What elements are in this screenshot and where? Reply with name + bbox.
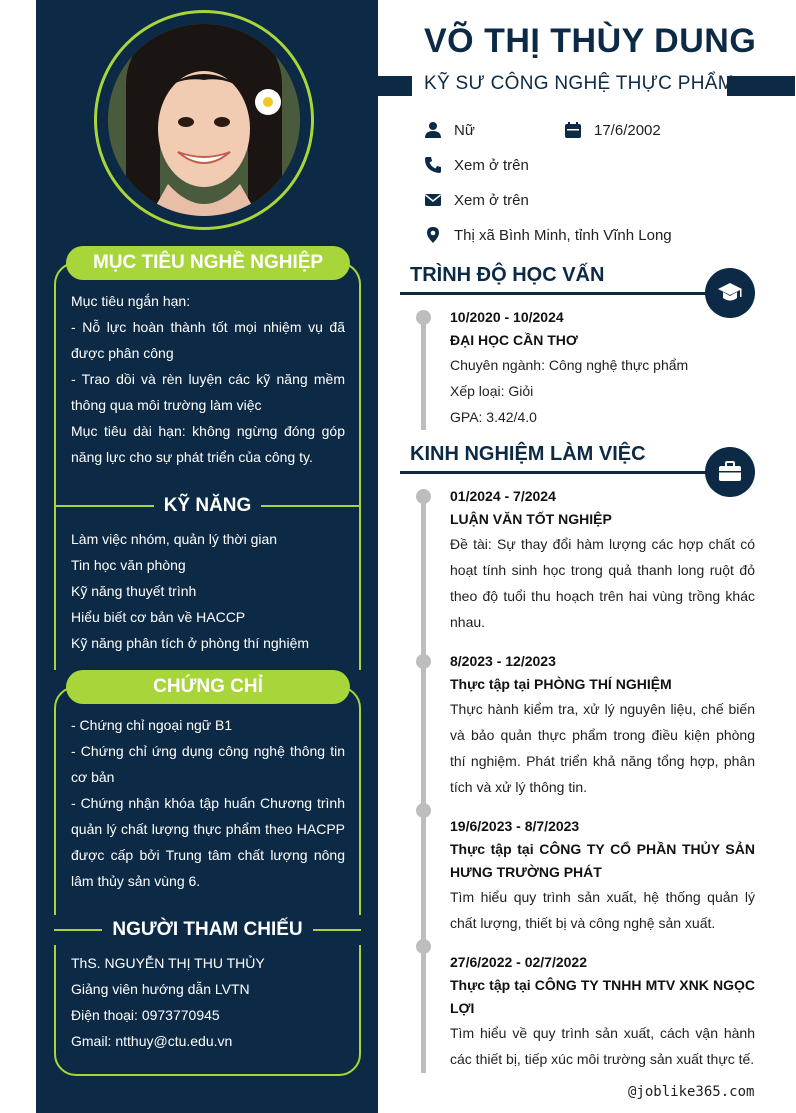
career-goal-title: MỤC TIÊU NGHỀ NGHIỆP (66, 246, 350, 280)
timeline-dot (416, 939, 431, 954)
avatar (108, 24, 300, 216)
candidate-name: VÕ THỊ THÙY DUNG (424, 22, 757, 60)
career-goal-line: - Nỗ lực hoàn thành tốt mọi nhiệm vụ đã được phân công (71, 319, 345, 361)
birthday-value: 17/6/2002 (594, 121, 661, 139)
birthday-row (564, 121, 661, 139)
skills-heading (54, 491, 361, 521)
experience-heading (400, 443, 735, 466)
skills-border-left (54, 506, 56, 670)
experience-timeline (421, 495, 426, 1073)
divider-line (54, 505, 154, 507)
skills-list (71, 526, 345, 656)
career-goal-line: - Trao dồi và rèn luyện các kỹ năng mềm thông qua môi trường làm việc (71, 371, 345, 413)
divider-line (54, 929, 102, 931)
divider-line (261, 505, 361, 507)
entry-date: 27/6/2022 - 02/7/2022 (450, 954, 588, 970)
reference-item: Gmail: ntthuy@ctu.edu.vn (71, 1033, 233, 1049)
references-heading (54, 915, 361, 945)
email-value: Xem ở trên (454, 191, 529, 209)
career-goal-line: Mục tiêu dài hạn: không ngừng đóng góp năng lực cho sự phát triển của công ty. (71, 423, 345, 465)
education-underline (400, 292, 720, 295)
timeline-dot (416, 803, 431, 818)
experience-title: KINH NGHIỆM LÀM VIỆC (410, 443, 646, 465)
skill-item: Hiểu biết cơ bản về HACCP (71, 609, 246, 625)
envelope-icon (424, 191, 442, 209)
job-title: KỸ SƯ CÔNG NGHỆ THỰC PHẨM (424, 73, 734, 94)
experience-entry (450, 650, 755, 800)
education-timeline (421, 316, 426, 430)
career-goal-line: Mục tiêu ngắn hạn: (71, 293, 191, 309)
references-list (71, 950, 345, 1054)
references-title: NGƯỜI THAM CHIẾU (112, 919, 303, 940)
entry-org: Thực tập tại CÔNG TY TNHH MTV XNK NGỌC LỢI (450, 977, 755, 1016)
entry-date: 8/2023 - 12/2023 (450, 653, 556, 669)
experience-entry (450, 815, 755, 936)
certificate-item: - Chứng nhận khóa tập huấn Chương trình quản lý chất lượng thực phẩm theo HACPP được cấp bởi Trung tâm chất lượng nông lâm thủy sản vùng 6. (71, 795, 345, 889)
calendar-icon (564, 121, 582, 139)
gender-value: Nữ (454, 121, 475, 139)
education-title: TRÌNH ĐỘ HỌC VẤN (410, 264, 605, 286)
entry-org: LUẬN VĂN TỐT NGHIỆP (450, 511, 612, 527)
skills-border-right (359, 506, 361, 670)
entry-org: ĐẠI HỌC CẦN THƠ (450, 332, 578, 348)
skill-item: Tin học văn phòng (71, 557, 186, 573)
career-goal-text (71, 288, 345, 470)
entry-desc: Đề tài: Sự thay đổi hàm lượng các hợp chất có hoạt tính sinh học trong quả thanh long ruột đỏ theo độ tuổi thu hoạch trên hai vùng trồng khác nhau. (450, 536, 755, 630)
skill-item: Kỹ năng phân tích ở phòng thí nghiệm (71, 635, 310, 651)
divider-line (313, 929, 361, 931)
reference-item: ThS. NGUYỄN THỊ THU THỦY (71, 955, 265, 971)
certificate-item: - Chứng chỉ ứng dụng công nghệ thông tin cơ bản (71, 743, 345, 785)
entry-desc: Thực hành kiểm tra, xử lý nguyên liệu, chế biến và bảo quản thực phẩm trong điều kiện phòng thí nghiệm. Phát triển khả năng tổng hợp, phân tích và xử lý thông tin. (450, 701, 755, 795)
certificate-item: - Chứng chỉ ngoại ngữ B1 (71, 717, 233, 733)
entry-date: 01/2024 - 7/2024 (450, 488, 556, 504)
entry-desc: Tìm hiểu về quy trình sản xuất, cách vận hành các thiết bị, tiếp xúc môi trường sản xuất thực tế. (450, 1025, 755, 1067)
email-row (424, 191, 529, 209)
entry-line: GPA: 3.42/4.0 (450, 409, 537, 425)
skill-item: Làm việc nhóm, quản lý thời gian (71, 531, 278, 547)
title-bar-right (727, 76, 795, 96)
certificates-list (71, 712, 345, 894)
title-bar-left (378, 76, 412, 96)
entry-date: 10/2020 - 10/2024 (450, 309, 564, 325)
timeline-dot (416, 310, 431, 325)
experience-underline (400, 471, 720, 474)
skill-item: Kỹ năng thuyết trình (71, 583, 197, 599)
gender-row (424, 121, 475, 139)
entry-line: Chuyên ngành: Công nghệ thực phẩm (450, 357, 689, 373)
timeline-dot (416, 489, 431, 504)
experience-entry (450, 485, 755, 635)
certificates-title: CHỨNG CHỈ (66, 670, 350, 704)
location-icon (424, 226, 442, 244)
reference-item: Điện thoại: 0973770945 (71, 1007, 220, 1023)
entry-org: Thực tập tại CÔNG TY CỔ PHẦN THỦY SẢN HƯNG TRƯỜNG PHÁT (450, 841, 755, 880)
address-value: Thị xã Bình Minh, tỉnh Vĩnh Long (454, 226, 672, 244)
phone-icon (424, 156, 442, 174)
phone-row (424, 156, 529, 174)
skills-title: KỸ NĂNG (163, 495, 252, 516)
entry-line: Xếp loại: Giỏi (450, 383, 534, 399)
entry-date: 19/6/2023 - 8/7/2023 (450, 818, 580, 834)
experience-entry (450, 951, 755, 1072)
reference-item: Giảng viên hướng dẫn LVTN (71, 981, 250, 997)
education-heading (400, 264, 735, 287)
phone-value: Xem ở trên (454, 156, 529, 174)
timeline-dot (416, 654, 431, 669)
user-icon (424, 121, 442, 139)
address-row (424, 226, 672, 244)
entry-desc: Tìm hiểu quy trình sản xuất, hệ thống quản lý chất lượng, thiết bị và công nghệ sản xuất. (450, 889, 755, 931)
watermark: @joblike365.com (628, 1084, 755, 1100)
education-entry (450, 306, 755, 430)
entry-org: Thực tập tại PHÒNG THÍ NGHIỆM (450, 676, 672, 692)
